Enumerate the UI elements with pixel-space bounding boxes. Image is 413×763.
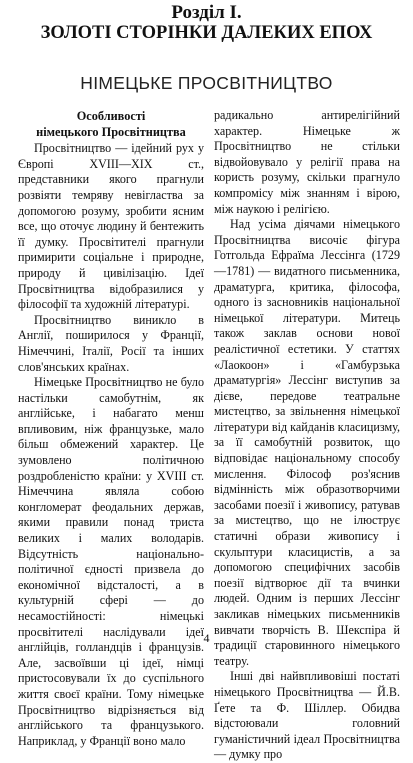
- section-title: НІМЕЦЬКЕ ПРОСВІТНИЦТВО: [80, 73, 333, 93]
- chapter-title: ЗОЛОТІ СТОРІНКИ ДАЛЕКИХ ЕПОХ: [40, 23, 373, 43]
- paragraph: Просвітництво виникло в Англії, поширилося у Франції, Німеччині, Італії, Росії та інших слов'янських країнах.: [18, 312, 204, 374]
- subheading-line-1: Особливості: [76, 109, 146, 123]
- paragraph-continued: радикально антирелігійний характер. Німецьке ж Просвітництво не стільки відвойовувало у релігії права на користь розуму, скільки прагнуло компромісу між знанням і вірою, між наукою і релігією.: [214, 108, 400, 216]
- subheading-line-2: німецького Просвітництва: [36, 124, 186, 139]
- left-column: [18, 109, 204, 749]
- paragraph: Інші дві найвпливовіші постаті німецького Просвітництва — Й.В. Ґете та Ф. Шіллер. Обидва відстоювали головний гуманістичний ідеал Просвітництва — думку про: [214, 669, 400, 762]
- subheading: [18, 109, 204, 140]
- paragraph: Німецьке Просвітництво не було настільки самобутнім, як англійське, і набагато менш впливовим, ніж французьке, мало більш обмежений характер. Це зумовлено політичною роздробленістю країни: у XVIII ст. Німеччина являла собою конгломерат феодальних держав, якими правили понад триста великих і малих володарів. Відсутність національно-політичної єдності призвела до економічної відсталості, а в культурній сфері — до несамостійності: німецькі просвітителі наслідували ідеї англійців, голландців і французів. Але, засвоївши ці ідеї, німці пристосовували їх до суспільного життя своєї країни. Тому німецьке Просвітництво відрізняється від англійського та французького. Наприклад, у Франції воно мало: [18, 375, 204, 748]
- chapter-heading: [0, 3, 413, 43]
- paragraph: Просвітництво — ідейний рух у Європі XVIII—XIX ст., представники якого прагнули розвіяти темряву невігластва за допомогою розуму, зробити ясним все, що оточує людину й бентежить її думку. Просвітителі прагнули примирити соціальне і природне, природу й цивілізацію. Ідеї Просвітництва відобразилися у філософії та художній літературі.: [18, 141, 204, 312]
- chapter-label: Розділ І.: [171, 2, 242, 23]
- right-column: [214, 108, 400, 763]
- paragraph: Над усіма діячами німецького Просвітництва височіє фігура Готгольда Ефраїма Лессінга (1729—1781) — видатного письменника, драматурга, критика, філософа, одного із засновників національної німецької літератури. Митець також заклав основи нової реалістичної естетики. У статтях «Лаокоон» і «Гамбурзька драматургія» Лессінг виступив за дієве, передове театральне мистецтво, за звільнення німецької літератури від кайданів класицизму, за її самобутній розвиток, що відповідає національному способу мислення. Філософ роз'яснив відмінність між образотворчими засобами поезії і живопису, ратував за мистецтво, що не ілюструє статичні образи живопису і скульптури класицистів, а за допомогою специфічних засобів поезії відтворює дії та вчинки людей. Одним із перших Лессінг закликав німецьких письменників вивчати творчість В. Шекспіра й традиції старовинного німецького театру.: [214, 217, 400, 668]
- page-number: 4: [203, 631, 210, 645]
